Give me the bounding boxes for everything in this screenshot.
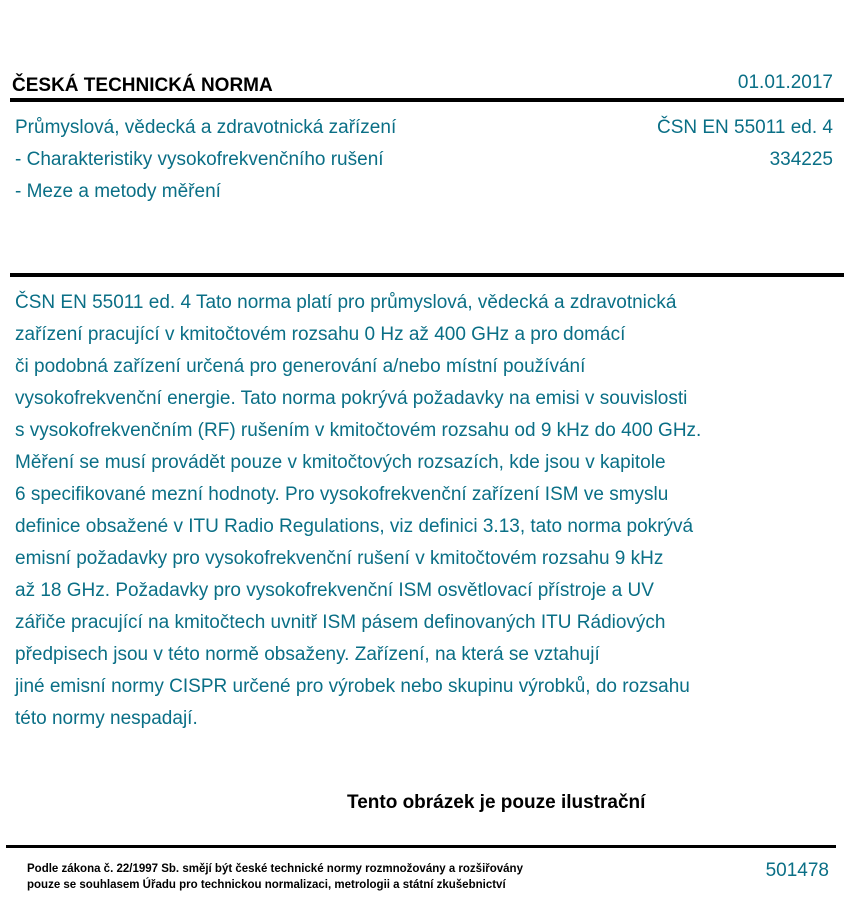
legal-notice [27,861,523,893]
catalog-number: 334225 [769,149,833,170]
section-divider [10,273,844,277]
abstract-line: zářiče pracující na kmitočtech uvnitř ISM pásem definovaných ITU Rádiových [15,612,666,633]
abstract-line: předpisech jsou v této normě obsaženy. Zařízení, na která se vztahují [15,644,600,665]
standard-title-line: Průmyslová, vědecká a zdravotnická zařízení [15,117,397,138]
illustration-notice: Tento obrázek je pouze ilustrační [347,792,646,813]
document-code: 501478 [765,860,829,881]
abstract-line: definice obsažené v ITU Radio Regulations, viz definici 3.13, tato norma pokrývá [15,516,694,537]
abstract-line: této normy nespadají. [15,708,198,729]
abstract-line: ČSN EN 55011 ed. 4 Tato norma platí pro průmyslová, vědecká a zdravotnická [15,292,677,313]
issue-date: 01.01.2017 [737,72,833,93]
abstract-line: 6 specifikované mezní hodnoty. Pro vysokofrekvenční zařízení ISM ve smyslu [15,484,669,505]
footer-divider [6,845,836,848]
header-divider [10,98,844,102]
abstract-line: až 18 GHz. Požadavky pro vysokofrekvenční ISM osvětlovací přístroje a UV [15,580,654,601]
standard-number: ČSN EN 55011 ed. 4 [656,117,833,138]
abstract-line: vysokofrekvenční energie. Tato norma pokrývá požadavky na emisi v souvislosti [15,388,688,409]
abstract-line: s vysokofrekvenčním (RF) rušením v kmitočtovém rozsahu od 9 kHz do 400 GHz. [15,420,702,441]
abstract-line: jiné emisní normy CISPR určené pro výrobek nebo skupinu výrobků, do rozsahu [15,676,690,697]
abstract-line: Měření se musí provádět pouze v kmitočtových rozsazích, kde jsou v kapitole [15,452,666,473]
legal-notice-line: Podle zákona č. 22/1997 Sb. smějí být české technické normy rozmnožovány a rozšiřovány [27,863,523,875]
document-type-title: ČESKÁ TECHNICKÁ NORMA [12,75,273,96]
abstract-line: emisní požadavky pro vysokofrekvenční rušení v kmitočtovém rozsahu 9 kHz [15,548,664,569]
standard-title-line: - Charakteristiky vysokofrekvenčního rušení [15,149,384,170]
standard-title-line: - Meze a metody měření [15,181,221,202]
abstract-line: či podobná zařízení určená pro generování a/nebo místní používání [15,356,586,377]
legal-notice-line: pouze se souhlasem Úřadu pro technickou normalizaci, metrologii a státní zkušebnictví [27,879,506,891]
abstract-line: zařízení pracující v kmitočtovém rozsahu 0 Hz až 400 GHz a pro domácí [15,324,626,345]
abstract-text [15,287,815,735]
